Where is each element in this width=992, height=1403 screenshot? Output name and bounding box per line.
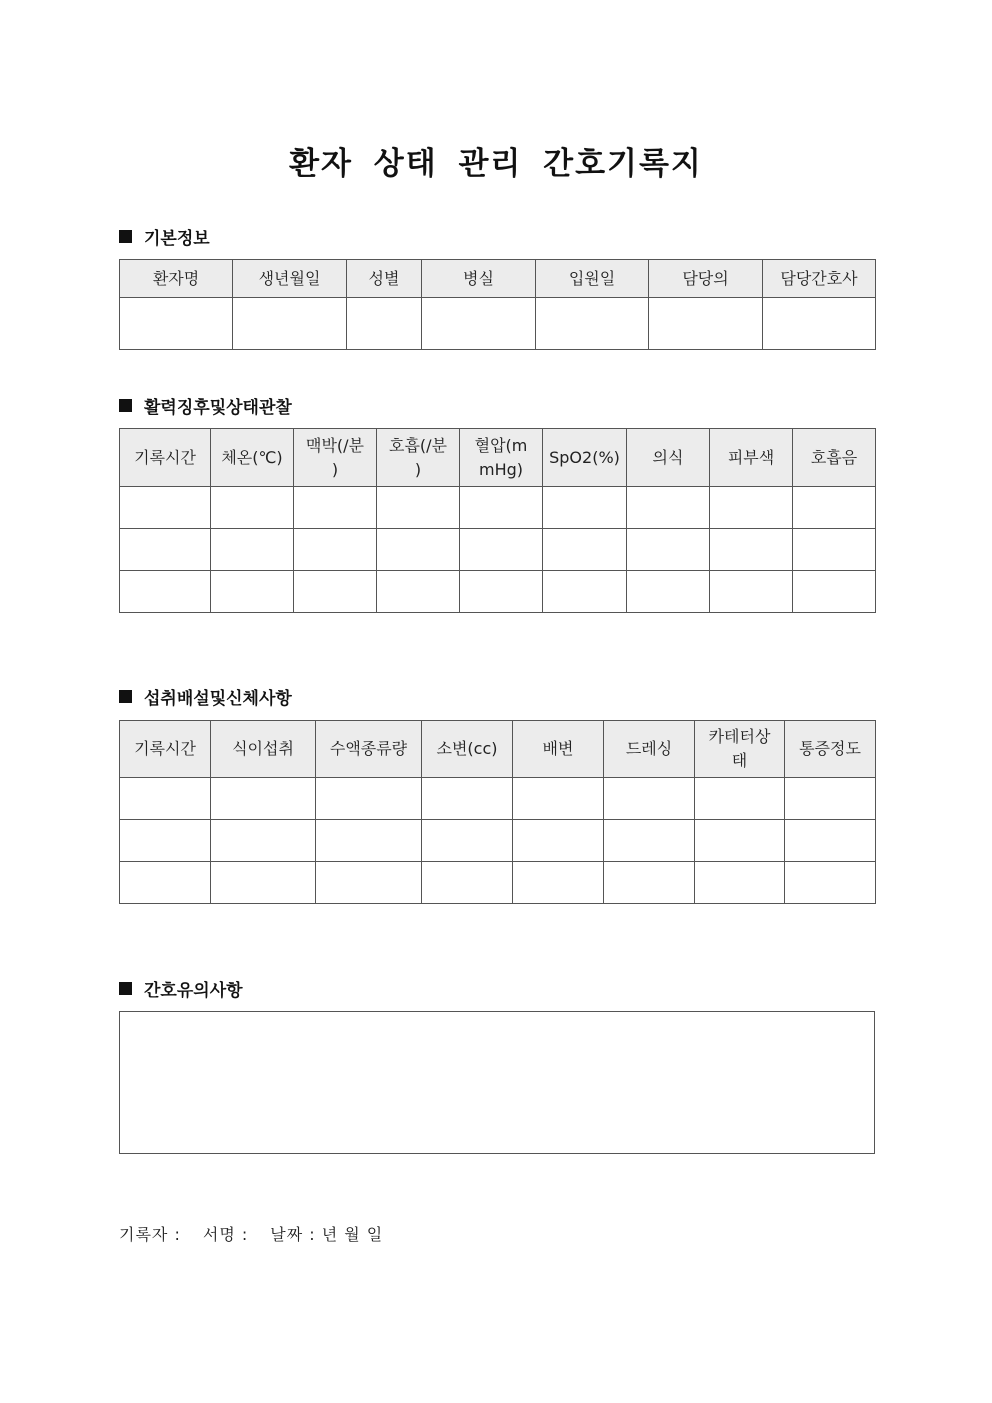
header-cell: 맥박(/분 ) bbox=[294, 429, 377, 487]
input-cell[interactable] bbox=[211, 487, 294, 529]
input-cell[interactable] bbox=[120, 862, 211, 904]
header-cell: 통증정도 bbox=[785, 721, 876, 778]
intake-table bbox=[119, 720, 876, 904]
input-cell[interactable] bbox=[422, 298, 536, 350]
input-cell[interactable] bbox=[785, 778, 876, 820]
table-row bbox=[120, 487, 876, 529]
input-cell[interactable] bbox=[120, 820, 211, 862]
header-cell: 배변 bbox=[513, 721, 604, 778]
input-cell[interactable] bbox=[316, 778, 422, 820]
input-cell[interactable] bbox=[785, 820, 876, 862]
section-label: 간호유의사항 bbox=[144, 981, 243, 1001]
section-label: 기본정보 bbox=[144, 229, 210, 249]
input-cell[interactable] bbox=[377, 571, 460, 613]
header-cell: 호흡(/분 ) bbox=[377, 429, 460, 487]
input-cell[interactable] bbox=[710, 529, 793, 571]
header-cell: 생년월일 bbox=[233, 260, 347, 298]
signature-label: 서명 : bbox=[202, 1225, 249, 1244]
input-cell[interactable] bbox=[543, 529, 627, 571]
input-cell[interactable] bbox=[543, 487, 627, 529]
input-cell[interactable] bbox=[604, 862, 695, 904]
input-cell[interactable] bbox=[120, 487, 211, 529]
header-cell: 담당의 bbox=[649, 260, 763, 298]
table-row bbox=[120, 820, 876, 862]
input-cell[interactable] bbox=[627, 529, 710, 571]
section-heading-basic-info bbox=[119, 224, 210, 249]
input-cell[interactable] bbox=[604, 820, 695, 862]
input-cell[interactable] bbox=[294, 571, 377, 613]
input-cell[interactable] bbox=[211, 820, 316, 862]
section-heading-intake bbox=[119, 684, 292, 709]
input-cell[interactable] bbox=[294, 529, 377, 571]
black-square-icon bbox=[119, 982, 132, 995]
header-cell: 소변(cc) bbox=[422, 721, 513, 778]
input-cell[interactable] bbox=[347, 298, 422, 350]
header-cell: 기록시간 bbox=[120, 429, 211, 487]
recorder-label: 기록자 : bbox=[119, 1225, 181, 1244]
input-cell[interactable] bbox=[793, 487, 876, 529]
black-square-icon bbox=[119, 399, 132, 412]
signature-line bbox=[119, 1222, 383, 1245]
input-cell[interactable] bbox=[316, 820, 422, 862]
input-cell[interactable] bbox=[604, 778, 695, 820]
input-cell[interactable] bbox=[513, 820, 604, 862]
input-cell[interactable] bbox=[763, 298, 876, 350]
header-cell: 피부색 bbox=[710, 429, 793, 487]
input-cell[interactable] bbox=[120, 298, 233, 350]
section-heading-vitals bbox=[119, 393, 292, 418]
header-cell: SpO2(%) bbox=[543, 429, 627, 487]
header-cell: 입원일 bbox=[536, 260, 649, 298]
input-cell[interactable] bbox=[649, 298, 763, 350]
input-cell[interactable] bbox=[710, 571, 793, 613]
black-square-icon bbox=[119, 230, 132, 243]
header-cell: 담당간호사 bbox=[763, 260, 876, 298]
header-cell: 환자명 bbox=[120, 260, 233, 298]
header-cell: 병실 bbox=[422, 260, 536, 298]
header-cell: 수액종류량 bbox=[316, 721, 422, 778]
input-cell[interactable] bbox=[460, 487, 543, 529]
vitals-table bbox=[119, 428, 876, 613]
input-cell[interactable] bbox=[695, 820, 785, 862]
input-cell[interactable] bbox=[536, 298, 649, 350]
section-heading-notes bbox=[119, 976, 243, 1001]
input-cell[interactable] bbox=[377, 487, 460, 529]
input-cell[interactable] bbox=[793, 571, 876, 613]
table-row bbox=[120, 529, 876, 571]
input-cell[interactable] bbox=[460, 571, 543, 613]
input-cell[interactable] bbox=[543, 571, 627, 613]
input-cell[interactable] bbox=[785, 862, 876, 904]
date-label: 날짜 : 년 월 일 bbox=[270, 1225, 384, 1244]
section-label: 섭취배설및신체사항 bbox=[144, 689, 292, 709]
input-cell[interactable] bbox=[211, 778, 316, 820]
input-cell[interactable] bbox=[120, 529, 211, 571]
input-cell[interactable] bbox=[422, 778, 513, 820]
input-cell[interactable] bbox=[316, 862, 422, 904]
input-cell[interactable] bbox=[793, 529, 876, 571]
header-cell: 성별 bbox=[347, 260, 422, 298]
header-cell: 기록시간 bbox=[120, 721, 211, 778]
input-cell[interactable] bbox=[233, 298, 347, 350]
table-row bbox=[120, 778, 876, 820]
input-cell[interactable] bbox=[422, 862, 513, 904]
table-row bbox=[120, 862, 876, 904]
table-row bbox=[120, 571, 876, 613]
input-cell[interactable] bbox=[695, 778, 785, 820]
input-cell[interactable] bbox=[513, 778, 604, 820]
basic-info-table bbox=[119, 259, 876, 350]
notes-textarea[interactable] bbox=[119, 1011, 875, 1154]
input-cell[interactable] bbox=[211, 529, 294, 571]
table-row bbox=[120, 298, 876, 350]
page-title: 환자 상태 관리 간호기록지 bbox=[289, 146, 703, 182]
input-cell[interactable] bbox=[695, 862, 785, 904]
input-cell[interactable] bbox=[120, 778, 211, 820]
input-cell[interactable] bbox=[710, 487, 793, 529]
header-cell: 카테터상 태 bbox=[695, 721, 785, 778]
header-cell: 호흡음 bbox=[793, 429, 876, 487]
input-cell[interactable] bbox=[627, 487, 710, 529]
header-cell: 체온(℃) bbox=[211, 429, 294, 487]
black-square-icon bbox=[119, 690, 132, 703]
input-cell[interactable] bbox=[211, 571, 294, 613]
header-cell: 의식 bbox=[627, 429, 710, 487]
input-cell[interactable] bbox=[513, 862, 604, 904]
header-cell: 식이섭취 bbox=[211, 721, 316, 778]
header-cell: 혈압(m mHg) bbox=[460, 429, 543, 487]
input-cell[interactable] bbox=[377, 529, 460, 571]
input-cell[interactable] bbox=[120, 571, 211, 613]
input-cell[interactable] bbox=[211, 862, 316, 904]
input-cell[interactable] bbox=[627, 571, 710, 613]
section-label: 활력징후및상태관찰 bbox=[144, 398, 292, 418]
input-cell[interactable] bbox=[422, 820, 513, 862]
input-cell[interactable] bbox=[294, 487, 377, 529]
input-cell[interactable] bbox=[460, 529, 543, 571]
header-cell: 드레싱 bbox=[604, 721, 695, 778]
